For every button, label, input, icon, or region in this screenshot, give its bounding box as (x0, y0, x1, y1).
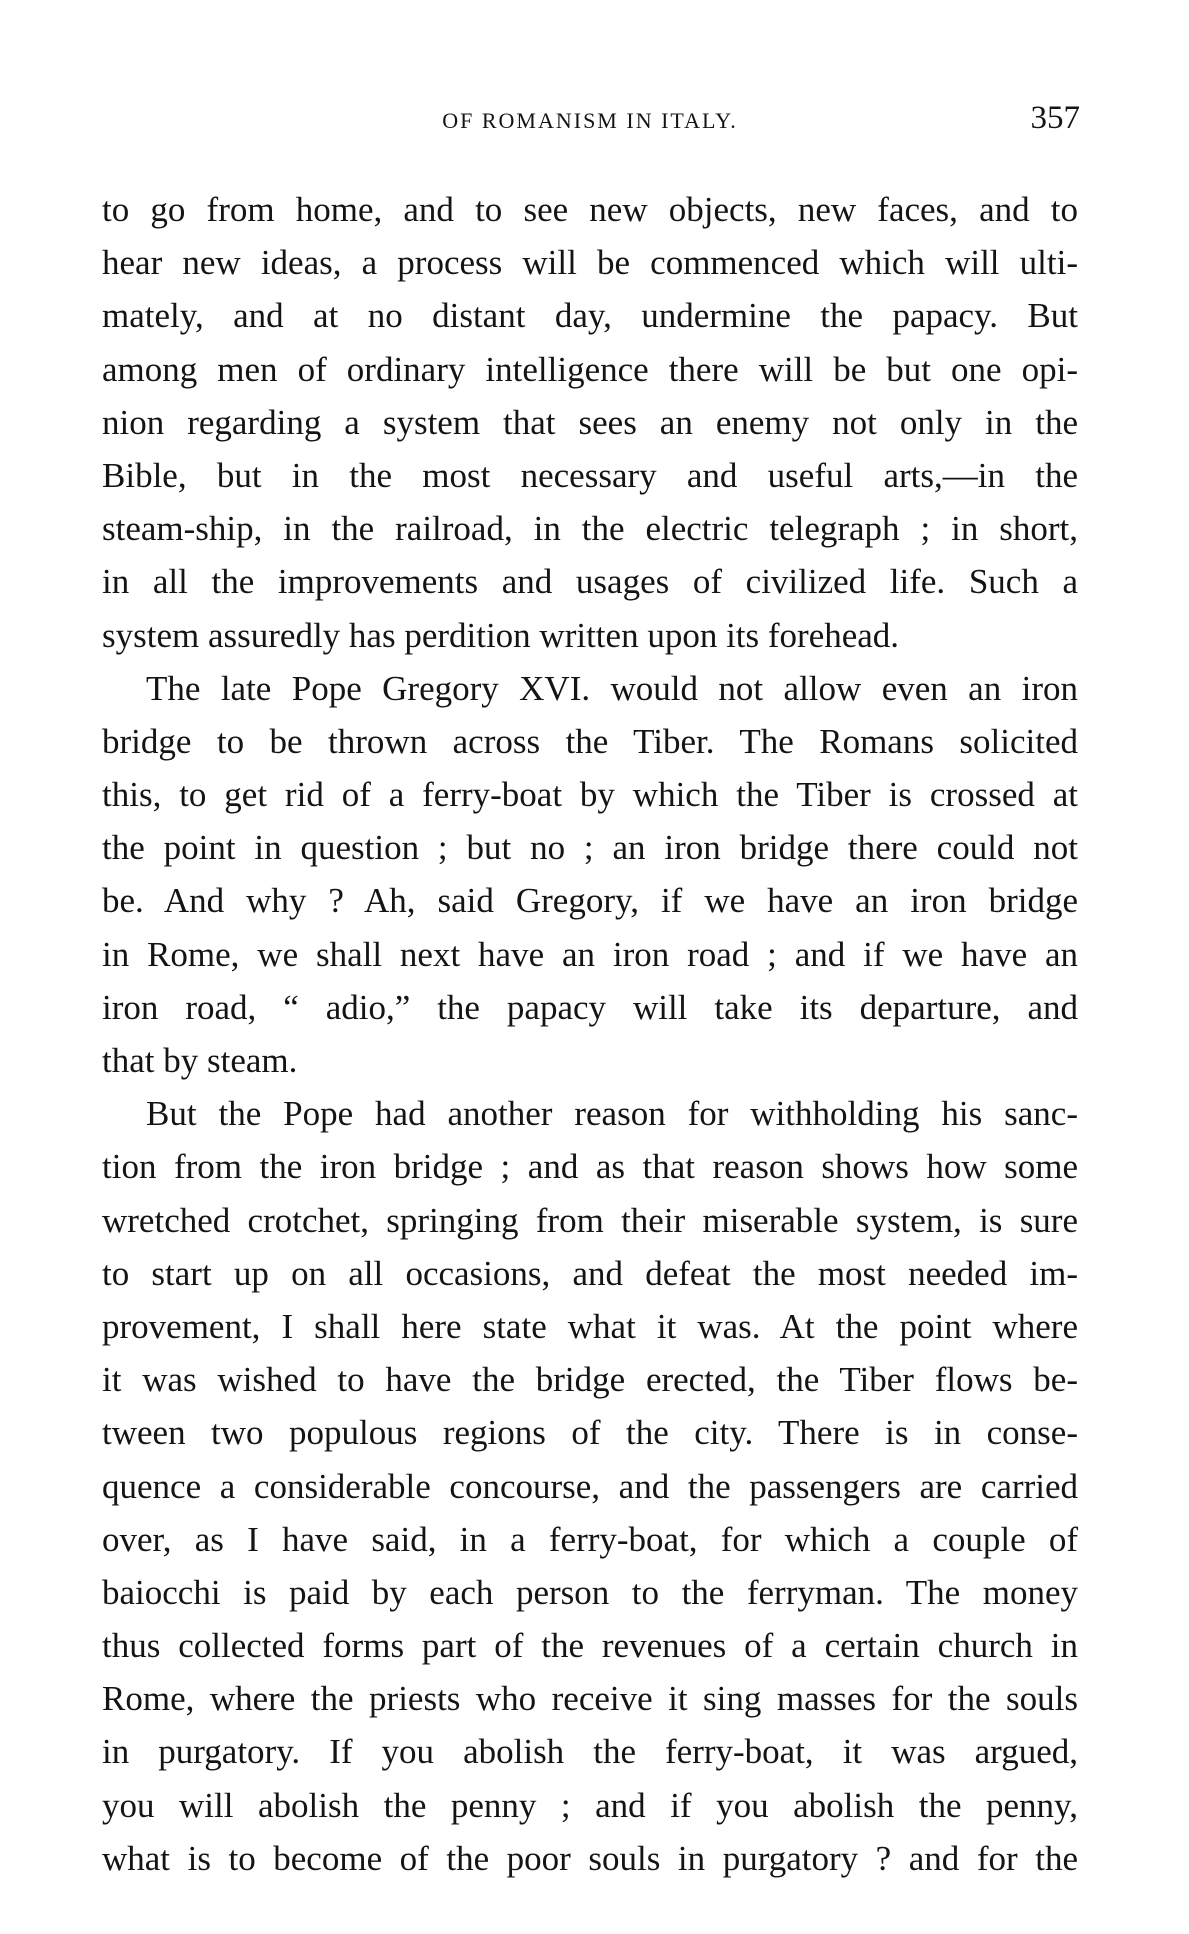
text-line: provement, I shall here state what it was. At the point where (102, 1306, 1078, 1346)
text-line: nion regarding a system that sees an enemy not only in the (102, 402, 1078, 442)
text-line: tween two populous regions of the city. There is in conse- (102, 1413, 1078, 1453)
running-title: OF ROMANISM IN ITALY. (442, 108, 738, 133)
text-line: mately, and at no distant day, undermine the papacy. But (102, 296, 1078, 336)
text-line: to go from home, and to see new objects, new faces, and to (102, 190, 1078, 229)
text-line: Bible, but in the most necessary and useful arts,—in the (102, 455, 1078, 495)
text-line: quence a considerable concourse, and the passengers are carried (102, 1466, 1078, 1506)
text-line: to start up on all occasions, and defeat the most needed im- (102, 1253, 1078, 1293)
text-line: the point in question ; but no ; an iron bridge there could not (102, 828, 1078, 868)
text-line: system assuredly has perdition written upon its forehead. (102, 615, 900, 655)
text-line: over, as I have said, in a ferry-boat, for which a couple of (102, 1519, 1078, 1559)
running-head (100, 100, 1080, 140)
text-line: thus collected forms part of the revenues of a certain church in (102, 1626, 1078, 1666)
text-line: iron road, “ adio,” the papacy will take its departure, and (102, 987, 1078, 1027)
text-line: that by steam. (102, 1041, 298, 1080)
text-line: tion from the iron bridge ; and as that reason shows how some (102, 1147, 1078, 1187)
text-line: in purgatory. If you abolish the ferry-boat, it was argued, (102, 1732, 1078, 1772)
text-line: be. And why ? Ah, said Gregory, if we have an iron bridge (102, 881, 1078, 921)
text-line: in Rome, we shall next have an iron road ; and if we have an (102, 934, 1078, 974)
text-line: hear new ideas, a process will be commenced which will ulti- (102, 243, 1078, 283)
text-line: this, to get rid of a ferry-boat by which the Tiber is crossed at (102, 775, 1078, 815)
text-line: baiocchi is paid by each person to the ferryman. The money (102, 1572, 1078, 1612)
text-line: it was wished to have the bridge erected, the Tiber flows be- (102, 1360, 1078, 1400)
paragraph-start-line: The late Pope Gregory XVI. would not allow even an iron (146, 668, 1078, 708)
text-line: you will abolish the penny ; and if you abolish the penny, (102, 1785, 1078, 1825)
page-number: 357 (1030, 100, 1080, 136)
text-line: among men of ordinary intelligence there will be but one opi- (102, 349, 1078, 389)
text-line: in all the improvements and usages of civilized life. Such a (102, 562, 1078, 602)
text-line: what is to become of the poor souls in purgatory ? and for the (102, 1838, 1078, 1878)
text-line: bridge to be thrown across the Tiber. The Romans solicited (102, 721, 1078, 761)
text-line: wretched crotchet, springing from their miserable system, is sure (102, 1200, 1078, 1240)
text-line: Rome, where the priests who receive it sing masses for the souls (102, 1679, 1078, 1719)
body-text (102, 183, 1078, 1885)
text-line: steam-ship, in the railroad, in the electric telegraph ; in short, (102, 509, 1078, 549)
paragraph-start-line: But the Pope had another reason for withholding his sanc- (146, 1094, 1078, 1134)
